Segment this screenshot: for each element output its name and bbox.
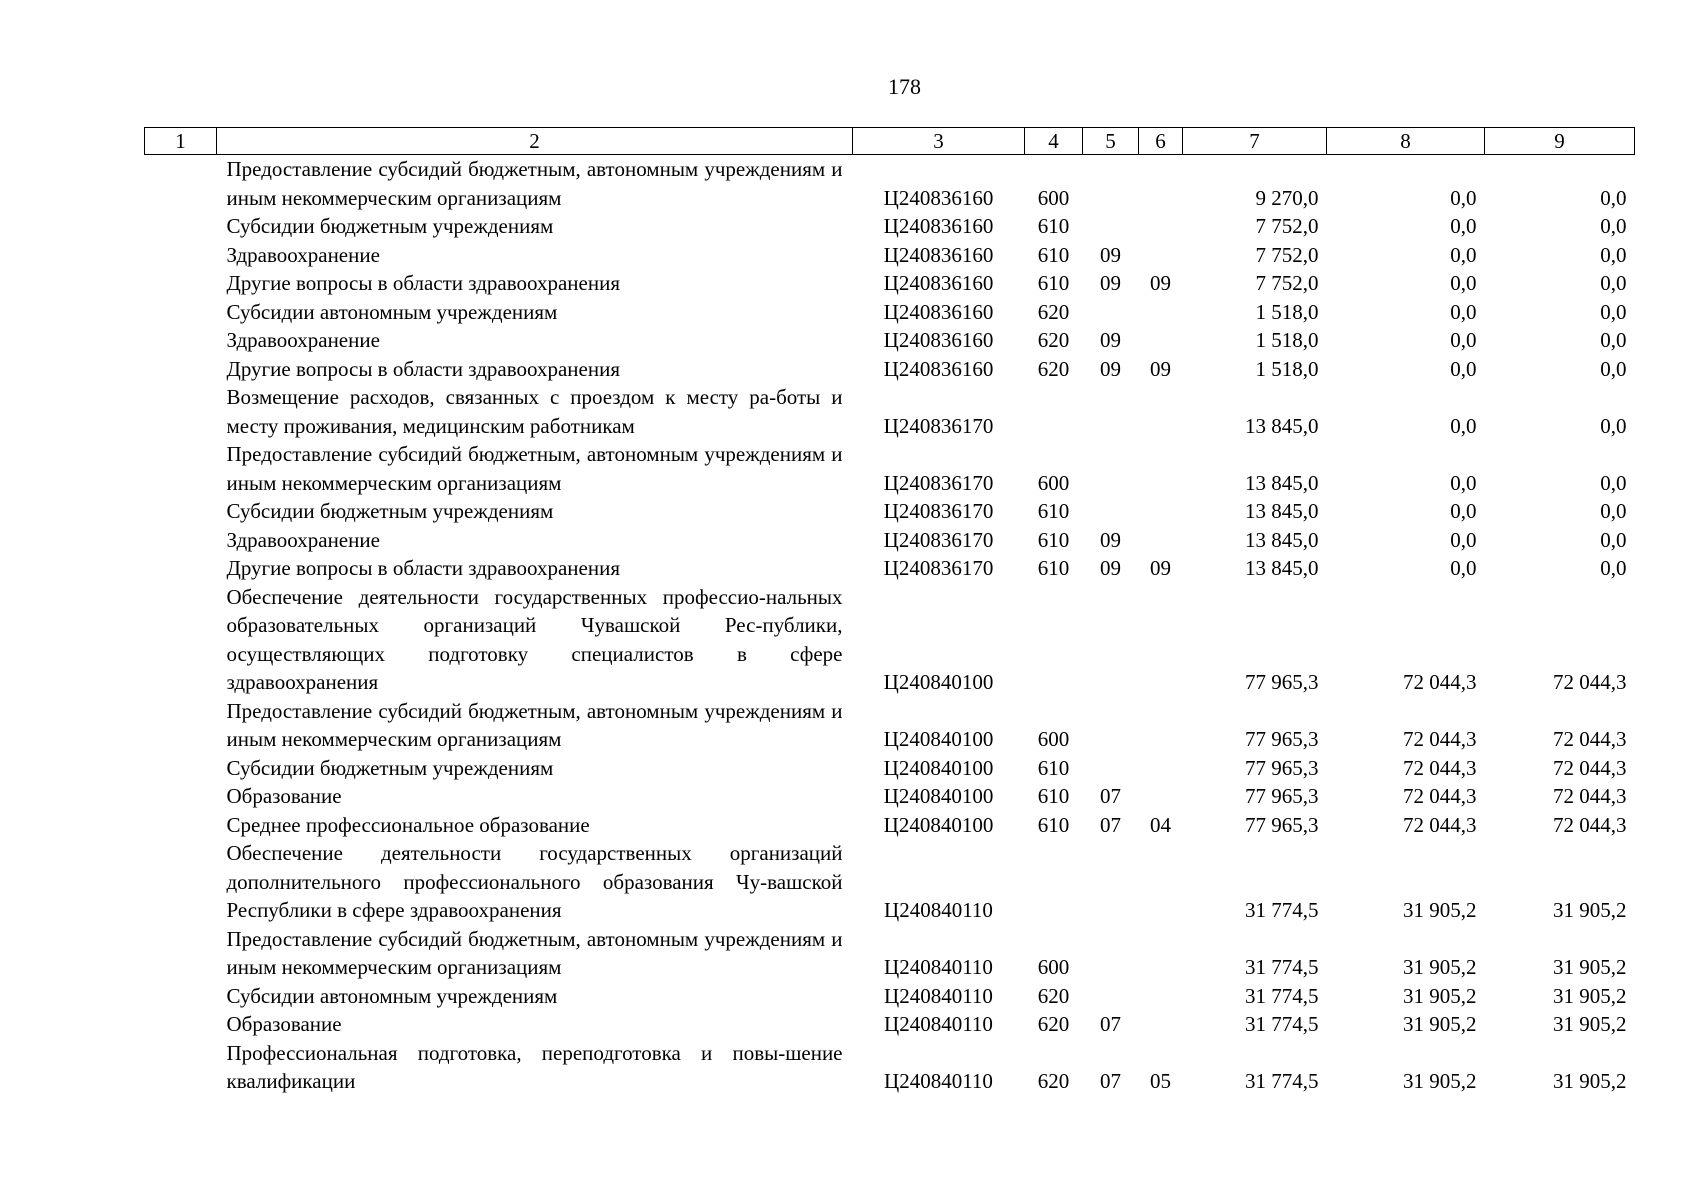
- amount-col7-cell: 77 965,3: [1245, 812, 1319, 837]
- amount-col9-cell: 31 905,2: [1553, 1069, 1627, 1093]
- amount-col7-cell: 1 518,0: [1255, 299, 1319, 324]
- amount-col9-cell: 0,0: [1600, 356, 1627, 381]
- amount-col9-cell: 0,0: [1600, 413, 1627, 438]
- table-row: [145, 811, 1635, 840]
- amount-col8-cell: 72 044,3: [1403, 755, 1477, 780]
- amount-col8-cell: 72 044,3: [1403, 727, 1477, 751]
- amount-col8-cell: 72 044,3: [1403, 670, 1477, 694]
- subsection-cell: [1139, 1010, 1183, 1039]
- amount-col9-cell: 72 044,3: [1553, 755, 1627, 780]
- row-number-cell: [145, 1039, 217, 1096]
- amount-col7-cell: 31 774,5: [1245, 1069, 1319, 1093]
- expense-name-cell: Образование: [226, 784, 342, 808]
- row-number-cell: [145, 440, 217, 497]
- amount-col7-cell: 13 845,0: [1245, 527, 1319, 552]
- header-cell-9: 9: [1485, 128, 1635, 155]
- section-cell: 09: [1100, 527, 1121, 552]
- amount-col8-cell: 31 905,2: [1403, 1012, 1477, 1036]
- expense-type-cell: [1025, 839, 1083, 925]
- section-cell: 07: [1100, 1069, 1121, 1093]
- header-cell-1: 1: [145, 128, 217, 155]
- amount-col9-cell: 0,0: [1600, 328, 1627, 352]
- expense-type-cell: 620: [1037, 328, 1070, 352]
- target-article-cell: Ц240840110: [884, 898, 993, 922]
- subsection-cell: [1139, 241, 1183, 270]
- section-cell: [1083, 212, 1139, 241]
- expense-type-cell: 620: [1037, 1012, 1070, 1036]
- target-article-cell: Ц240836170: [883, 556, 994, 580]
- amount-col9-cell: 72 044,3: [1553, 784, 1627, 808]
- subsection-cell: 04: [1150, 812, 1171, 837]
- subsection-cell: [1139, 326, 1183, 355]
- subsection-cell: [1139, 383, 1183, 440]
- amount-col8-cell: 72 044,3: [1403, 812, 1477, 837]
- expense-type-cell: 610: [1037, 755, 1070, 780]
- table-row: [145, 583, 1635, 697]
- amount-col9-cell: 31 905,2: [1553, 1012, 1627, 1036]
- row-number-cell: [145, 697, 217, 754]
- table-row: [145, 554, 1635, 583]
- row-number-cell: [145, 554, 217, 583]
- expense-name-cell: Предоставление субсидий бюджетным, автономным учреждениям и иным некоммерческим организациям: [226, 698, 843, 751]
- expense-name-cell: Обеспечение деятельности государственных организаций дополнительного профессионального образования Чу-вашской Республики в сфере здравоохранения: [226, 841, 843, 922]
- amount-col7-cell: 1 518,0: [1255, 328, 1319, 352]
- subsection-cell: [1139, 212, 1183, 241]
- amount-col9-cell: 0,0: [1600, 214, 1627, 238]
- expense-name-cell: Субсидии автономным учреждениям: [226, 299, 558, 324]
- table-row: [145, 782, 1635, 811]
- expense-name-cell: Другие вопросы в области здравоохранения: [226, 556, 620, 580]
- subsection-cell: [1139, 526, 1183, 555]
- row-number-cell: [145, 269, 217, 298]
- section-cell: 07: [1100, 812, 1121, 837]
- section-cell: 09: [1100, 556, 1121, 580]
- row-number-cell: [145, 526, 217, 555]
- expense-type-cell: 620: [1037, 356, 1070, 381]
- header-cell-2: 2: [217, 128, 853, 155]
- target-article-cell: Ц240836160: [883, 185, 994, 210]
- expense-name-cell: Предоставление субсидий бюджетным, автономным учреждениям и иным некоммерческим организациям: [226, 442, 843, 495]
- target-article-cell: Ц240840110: [884, 983, 993, 1008]
- target-article-cell: Ц240836170: [883, 527, 994, 552]
- section-cell: [1083, 697, 1139, 754]
- amount-col7-cell: 9 270,0: [1255, 185, 1319, 210]
- header-cell-8: 8: [1327, 128, 1485, 155]
- subsection-cell: [1139, 697, 1183, 754]
- section-cell: [1083, 440, 1139, 497]
- amount-col9-cell: 0,0: [1600, 556, 1627, 580]
- table-row: [145, 241, 1635, 270]
- expense-name-cell: Предоставление субсидий бюджетным, автономным учреждениям и иным некоммерческим организациям: [226, 926, 843, 979]
- expense-type-cell: [1025, 383, 1083, 440]
- amount-col7-cell: 13 845,0: [1245, 470, 1319, 495]
- expense-type-cell: 600: [1037, 185, 1070, 210]
- expense-name-cell: Другие вопросы в области здравоохранения: [226, 271, 620, 295]
- section-cell: 09: [1100, 271, 1121, 295]
- table-row: [145, 269, 1635, 298]
- amount-col8-cell: 0,0: [1450, 499, 1477, 523]
- amount-col9-cell: 31 905,2: [1553, 898, 1627, 922]
- amount-col7-cell: 77 965,3: [1245, 670, 1319, 694]
- page-number: 178: [888, 74, 921, 99]
- amount-col9-cell: 72 044,3: [1553, 670, 1627, 694]
- row-number-cell: [145, 355, 217, 384]
- table-row: [145, 326, 1635, 355]
- table-row: [145, 298, 1635, 327]
- target-article-cell: Ц240840100: [883, 755, 994, 780]
- expense-name-cell: Предоставление субсидий бюджетным, автономным учреждениям и иным некоммерческим организациям: [226, 157, 843, 210]
- amount-col9-cell: 31 905,2: [1553, 955, 1627, 979]
- amount-col7-cell: 13 845,0: [1245, 413, 1319, 438]
- amount-col8-cell: 0,0: [1450, 356, 1477, 381]
- amount-col8-cell: 31 905,2: [1403, 1069, 1477, 1093]
- subsection-cell: 05: [1150, 1069, 1171, 1093]
- header-cell-3: 3: [853, 128, 1025, 155]
- subsection-cell: [1139, 982, 1183, 1011]
- subsection-cell: [1139, 754, 1183, 783]
- amount-col7-cell: 7 752,0: [1255, 242, 1319, 267]
- target-article-cell: Ц240836170: [883, 413, 994, 438]
- table-row: [145, 697, 1635, 754]
- target-article-cell: Ц240840100: [883, 812, 994, 837]
- amount-col7-cell: 31 774,5: [1245, 898, 1319, 922]
- subsection-cell: [1139, 155, 1183, 213]
- amount-col8-cell: 0,0: [1450, 470, 1477, 495]
- amount-col9-cell: 72 044,3: [1553, 812, 1627, 837]
- table-row: [145, 982, 1635, 1011]
- table-row: [145, 440, 1635, 497]
- amount-col8-cell: 0,0: [1450, 527, 1477, 552]
- expense-name-cell: Возмещение расходов, связанных с проездом к месту ра-боты и месту проживания, медицинским работникам: [226, 385, 843, 438]
- target-article-cell: Ц240836160: [883, 271, 994, 295]
- amount-col8-cell: 31 905,2: [1403, 983, 1477, 1008]
- subsection-cell: [1139, 298, 1183, 327]
- row-number-cell: [145, 298, 217, 327]
- section-cell: [1083, 298, 1139, 327]
- target-article-cell: Ц240840100: [883, 784, 994, 808]
- row-number-cell: [145, 326, 217, 355]
- row-number-cell: [145, 754, 217, 783]
- header-cell-5: 5: [1083, 128, 1139, 155]
- target-article-cell: Ц240836160: [883, 328, 994, 352]
- amount-col7-cell: 31 774,5: [1245, 1012, 1319, 1036]
- amount-col8-cell: 0,0: [1450, 214, 1477, 238]
- expense-type-cell: 610: [1037, 242, 1070, 267]
- target-article-cell: Ц240836160: [883, 214, 994, 238]
- amount-col9-cell: 0,0: [1600, 185, 1627, 210]
- target-article-cell: Ц240836160: [883, 356, 994, 381]
- table-row: [145, 497, 1635, 526]
- amount-col7-cell: 13 845,0: [1245, 499, 1319, 523]
- table-row: [145, 355, 1635, 384]
- subsection-cell: [1139, 839, 1183, 925]
- expense-name-cell: Другие вопросы в области здравоохранения: [226, 356, 620, 381]
- section-cell: 07: [1100, 1012, 1121, 1036]
- table-row: [145, 754, 1635, 783]
- budget-table: [144, 127, 1635, 1096]
- expense-type-cell: 610: [1037, 214, 1070, 238]
- section-cell: [1083, 497, 1139, 526]
- amount-col8-cell: 0,0: [1450, 271, 1477, 295]
- amount-col9-cell: 0,0: [1600, 299, 1627, 324]
- section-cell: 09: [1100, 328, 1121, 352]
- amount-col8-cell: 31 905,2: [1403, 898, 1477, 922]
- table-row: [145, 1039, 1635, 1096]
- expense-type-cell: 600: [1037, 470, 1070, 495]
- expense-name-cell: Субсидии бюджетным учреждениям: [226, 755, 554, 780]
- expense-type-cell: 610: [1037, 556, 1070, 580]
- amount-col7-cell: 7 752,0: [1255, 271, 1319, 295]
- table-row: [145, 839, 1635, 925]
- row-number-cell: [145, 782, 217, 811]
- amount-col9-cell: 31 905,2: [1553, 983, 1627, 1008]
- target-article-cell: Ц240840110: [884, 1069, 993, 1093]
- header-cell-6: 6: [1139, 128, 1183, 155]
- target-article-cell: Ц240840110: [884, 1012, 993, 1036]
- expense-name-cell: Профессиональная подготовка, переподготовка и повы-шение квалификации: [226, 1040, 843, 1093]
- header-row: [145, 128, 1635, 155]
- expense-type-cell: 610: [1037, 784, 1070, 808]
- row-number-cell: [145, 811, 217, 840]
- target-article-cell: Ц240840110: [884, 955, 993, 979]
- table-row: [145, 925, 1635, 982]
- row-number-cell: [145, 925, 217, 982]
- table-body: [145, 155, 1635, 1096]
- expense-name-cell: Среднее профессиональное образование: [226, 812, 590, 837]
- expense-name-cell: Субсидии бюджетным учреждениям: [226, 499, 554, 523]
- amount-col7-cell: 77 965,3: [1245, 784, 1319, 808]
- section-cell: 07: [1100, 784, 1121, 808]
- expense-type-cell: 610: [1037, 812, 1070, 837]
- target-article-cell: Ц240840100: [883, 670, 994, 694]
- expense-type-cell: 620: [1037, 983, 1070, 1008]
- expense-type-cell: 610: [1037, 271, 1070, 295]
- amount-col8-cell: 0,0: [1450, 299, 1477, 324]
- amount-col8-cell: 0,0: [1450, 185, 1477, 210]
- expense-type-cell: 610: [1037, 527, 1070, 552]
- target-article-cell: Ц240836170: [883, 499, 994, 523]
- row-number-cell: [145, 383, 217, 440]
- subsection-cell: 09: [1150, 271, 1171, 295]
- amount-col7-cell: 77 965,3: [1245, 755, 1319, 780]
- amount-col8-cell: 0,0: [1450, 413, 1477, 438]
- row-number-cell: [145, 982, 217, 1011]
- subsection-cell: [1139, 497, 1183, 526]
- expense-name-cell: Здравоохранение: [226, 527, 380, 552]
- section-cell: [1083, 583, 1139, 697]
- table-row: [145, 1010, 1635, 1039]
- section-cell: [1083, 383, 1139, 440]
- target-article-cell: Ц240836160: [883, 299, 994, 324]
- expense-name-cell: Субсидии бюджетным учреждениям: [226, 214, 554, 238]
- section-cell: [1083, 925, 1139, 982]
- amount-col8-cell: 0,0: [1450, 556, 1477, 580]
- subsection-cell: 09: [1150, 556, 1171, 580]
- expense-name-cell: Обеспечение деятельности государственных профессио-нальных образовательных организаций Чувашской Рес-публики, осуществляющих подготовку специалистов в сфере здравоохранения: [226, 584, 843, 694]
- amount-col9-cell: 0,0: [1600, 242, 1627, 267]
- expense-type-cell: 600: [1037, 955, 1070, 979]
- amount-col8-cell: 72 044,3: [1403, 784, 1477, 808]
- expense-type-cell: 610: [1037, 499, 1070, 523]
- table-row: [145, 212, 1635, 241]
- header-cell-7: 7: [1183, 128, 1327, 155]
- amount-col9-cell: 0,0: [1600, 271, 1627, 295]
- row-number-cell: [145, 839, 217, 925]
- row-number-cell: [145, 583, 217, 697]
- amount-col7-cell: 31 774,5: [1245, 983, 1319, 1008]
- expense-type-cell: 600: [1037, 727, 1070, 751]
- row-number-cell: [145, 212, 217, 241]
- row-number-cell: [145, 241, 217, 270]
- table-row: [145, 383, 1635, 440]
- expense-name-cell: Субсидии автономным учреждениям: [226, 983, 558, 1008]
- subsection-cell: 09: [1150, 356, 1171, 381]
- amount-col7-cell: 13 845,0: [1245, 556, 1319, 580]
- expense-name-cell: Образование: [226, 1012, 342, 1036]
- section-cell: [1083, 839, 1139, 925]
- expense-name-cell: Здравоохранение: [226, 242, 380, 267]
- amount-col9-cell: 0,0: [1600, 527, 1627, 552]
- table-row: [145, 155, 1635, 213]
- section-cell: 09: [1100, 356, 1121, 381]
- subsection-cell: [1139, 583, 1183, 697]
- expense-type-cell: 620: [1037, 1069, 1070, 1093]
- amount-col8-cell: 0,0: [1450, 328, 1477, 352]
- target-article-cell: Ц240836170: [883, 470, 994, 495]
- subsection-cell: [1139, 440, 1183, 497]
- amount-col9-cell: 0,0: [1600, 499, 1627, 523]
- amount-col7-cell: 31 774,5: [1245, 955, 1319, 979]
- section-cell: 09: [1100, 242, 1121, 267]
- amount-col9-cell: 72 044,3: [1553, 727, 1627, 751]
- amount-col8-cell: 31 905,2: [1403, 955, 1477, 979]
- section-cell: [1083, 982, 1139, 1011]
- amount-col7-cell: 1 518,0: [1255, 356, 1319, 381]
- section-cell: [1083, 155, 1139, 213]
- table-row: [145, 526, 1635, 555]
- row-number-cell: [145, 155, 217, 213]
- amount-col7-cell: 77 965,3: [1245, 727, 1319, 751]
- amount-col7-cell: 7 752,0: [1255, 214, 1319, 238]
- amount-col9-cell: 0,0: [1600, 470, 1627, 495]
- subsection-cell: [1139, 782, 1183, 811]
- row-number-cell: [145, 1010, 217, 1039]
- row-number-cell: [145, 497, 217, 526]
- expense-type-cell: 620: [1037, 299, 1070, 324]
- amount-col8-cell: 0,0: [1450, 242, 1477, 267]
- target-article-cell: Ц240840100: [883, 727, 994, 751]
- subsection-cell: [1139, 925, 1183, 982]
- expense-type-cell: [1025, 583, 1083, 697]
- section-cell: [1083, 754, 1139, 783]
- expense-name-cell: Здравоохранение: [226, 328, 380, 352]
- target-article-cell: Ц240836160: [883, 242, 994, 267]
- header-cell-4: 4: [1025, 128, 1083, 155]
